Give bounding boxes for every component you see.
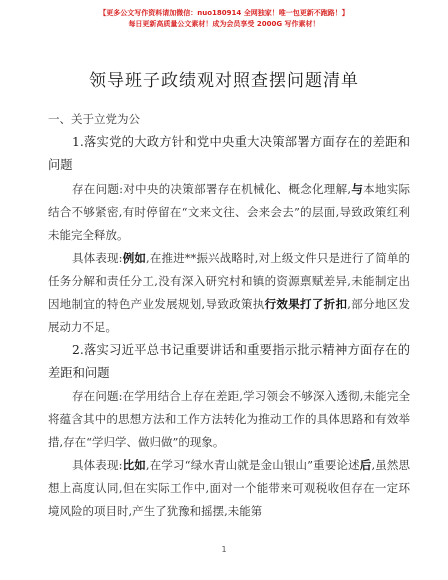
item-1-problem-text: 存在问题:对中央的决策部署存在机械化、概念化理解, <box>72 182 352 196</box>
item-1-detail-text: ,在推进**振兴战略时,对上级文件只是进行了简单的任务分解和责任分工,没有深入研究村和镇的资源禀赋差异,未能制定出因地制宜的特色产业发展规划,导致政策执 <box>48 251 411 311</box>
item-2-detail-text: ,在学习“绿水青山就是金山银山”重要论述 <box>145 458 360 472</box>
banner-line-2: 每日更新高质量公文素材！成为会员享受 2000G 写作素材！ <box>128 20 320 28</box>
item-1-detail-emphasis-2: 行效果打了折扣 <box>264 297 348 311</box>
item-1-problem-emphasis: 与 <box>351 182 364 196</box>
item-1-detail <box>48 247 410 339</box>
item-1-problem <box>48 178 410 247</box>
section-heading-1: 一、关于立党为公 <box>48 112 140 126</box>
document-title: 领导班子政绩观对照查摆问题清单 <box>89 71 359 91</box>
watermark-banner <box>0 8 448 30</box>
item-2-detail-text-2: ,虽然思想上高度认同,但在实际工作中,面对一个能带来可观税收但存在一定环境风险的项目时,产生了犹豫和摇摆,未能第 <box>48 458 411 518</box>
page-number: 1 <box>221 545 227 554</box>
item-2-detail-label: 具体表现: <box>72 458 123 472</box>
item-2-detail-emphasis-2: 后 <box>359 458 372 472</box>
item-1-heading: 1.落实党的大政方针和党中央重大决策部署方面存在的差距和问题 <box>48 135 410 172</box>
item-1-detail-emphasis: 例如 <box>122 251 147 265</box>
item-1-detail-text-2: ,部分地区发展动力不足。 <box>48 297 410 334</box>
item-1-detail-label: 具体表现: <box>72 251 123 265</box>
item-2-detail-emphasis: 比如 <box>122 458 146 472</box>
banner-line-1: 【更多公文写作资料请加微信：nuo180914 全网独家！唯一包更新不跑路！】 <box>99 9 349 17</box>
item-2-detail <box>48 454 410 523</box>
item-1-problem-text-2: 本地实际结合不够紧密,有时停留在“文来文往、会来会去”的层面,导致政策红利未能完全释放。 <box>48 182 411 242</box>
item-2-problem: 存在问题:在学用结合上存在差距,学习领会不够深入透彻,未能完全将蕴含其中的思想方法和工作方法转化为推动工作的具体思路和有效举措,存在“学归学、做归做”的现象。 <box>48 389 410 449</box>
item-2-heading: 2.落实习近平总书记重要讲话和重要指示批示精神方面存在的差距和问题 <box>48 343 410 380</box>
